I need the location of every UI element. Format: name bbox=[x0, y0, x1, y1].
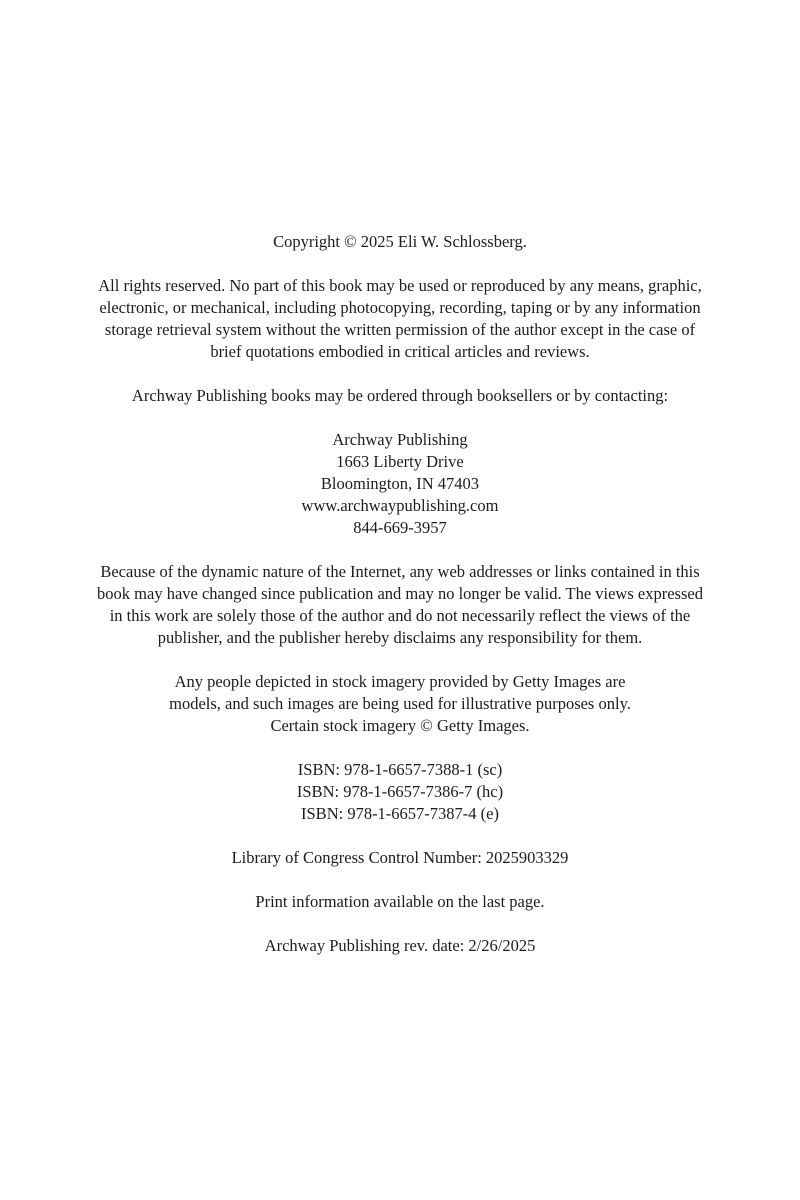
publisher-name: Archway Publishing bbox=[332, 430, 468, 449]
revision-date-line: Archway Publishing rev. date: 2/26/2025 bbox=[264, 936, 536, 955]
internet-disclaimer-paragraph: Because of the dynamic nature of the Internet, any web addresses or links contained in this book may have changed since publication and may no longer be valid. The views expressed in this work are solely those of the author and do not necessarily reflect the views of the publisher, and the publisher hereby disclaims any responsibility for them. bbox=[97, 562, 703, 647]
print-info-line: Print information available on the last page. bbox=[255, 892, 545, 911]
isbn-softcover: ISBN: 978-1-6657-7388-1 (sc) bbox=[297, 760, 503, 779]
publisher-address-block bbox=[96, 429, 704, 539]
ordering-info-line: Archway Publishing books may be ordered through booksellers or by contacting: bbox=[131, 386, 669, 405]
copyright-notice: Copyright © 2025 Eli W. Schlossberg. bbox=[273, 232, 527, 251]
publisher-street-address: 1663 Liberty Drive bbox=[336, 452, 464, 471]
isbn-block bbox=[96, 759, 704, 825]
lccn-line: Library of Congress Control Number: 2025903329 bbox=[231, 848, 569, 867]
isbn-hardcover: ISBN: 978-1-6657-7386-7 (hc) bbox=[296, 782, 504, 801]
publisher-website: www.archwaypublishing.com bbox=[301, 496, 499, 515]
rights-reserved-paragraph: All rights reserved. No part of this book may be used or reproduced by any means, graphic, electronic, or mechanical, including photocopying, recording, taping or by any information storage retrieval system without the written permission of the author except in the case of brief quotations embodied in critical articles and reviews. bbox=[98, 276, 702, 361]
copyright-page-text-column bbox=[96, 0, 704, 957]
isbn-ebook: ISBN: 978-1-6657-7387-4 (e) bbox=[301, 804, 499, 823]
publisher-phone: 844-669-3957 bbox=[353, 518, 447, 537]
stock-imagery-paragraph: Any people depicted in stock imagery provided by Getty Images are models, and such images are being used for illustrative purposes only. Certain stock imagery © Getty Images. bbox=[169, 672, 631, 735]
publisher-city-state-zip: Bloomington, IN 47403 bbox=[320, 474, 480, 493]
